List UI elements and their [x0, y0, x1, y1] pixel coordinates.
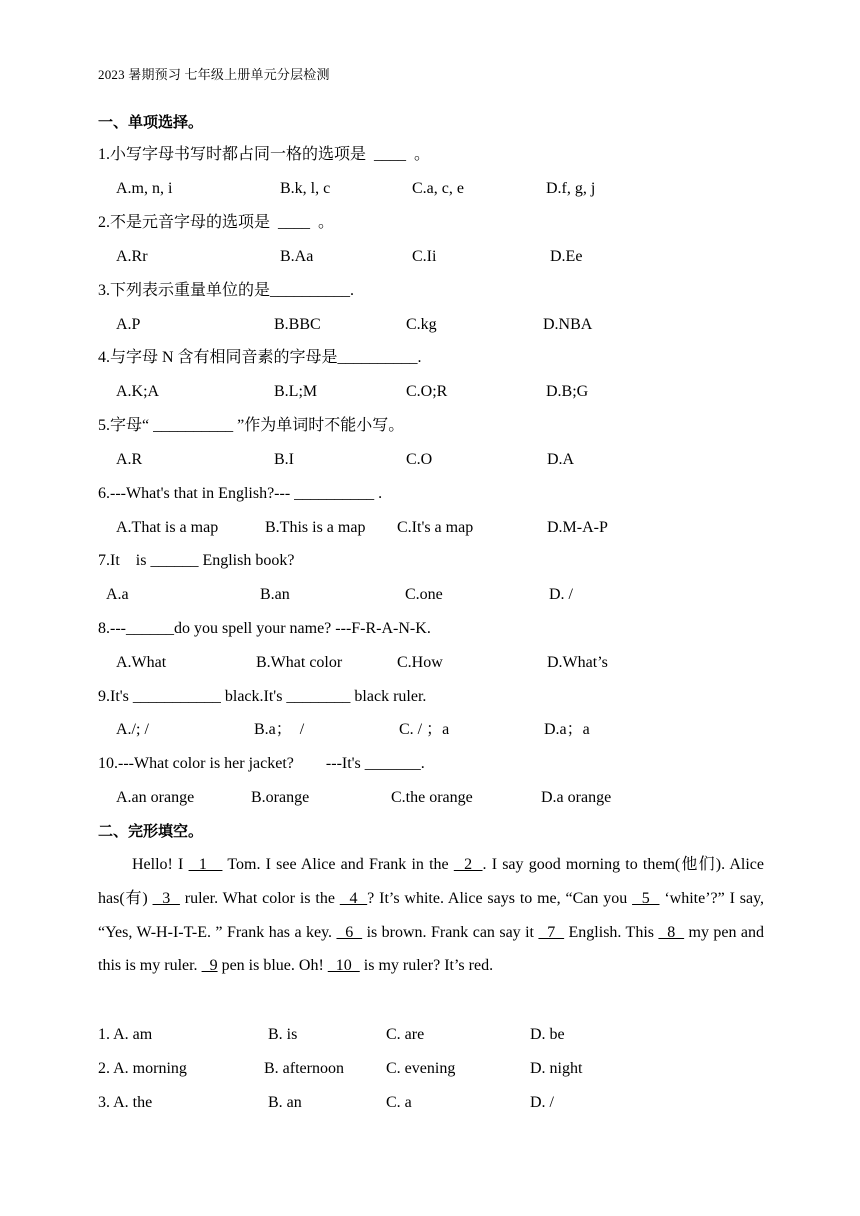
answer-option[interactable]: D.What’s	[547, 654, 608, 671]
answer-option[interactable]: C.How	[397, 654, 443, 671]
answer-option[interactable]: D.f, g, j	[546, 180, 596, 197]
question-stem: 2.不是元音字母的选项是 ____ 。	[98, 214, 335, 231]
answer-option[interactable]: A.P	[116, 316, 141, 333]
question-stem: 3.下列表示重量单位的是__________.	[98, 282, 355, 299]
answer-option[interactable]: B.k, l, c	[280, 180, 331, 197]
cloze-option[interactable]: C. are	[386, 1026, 425, 1043]
answer-option[interactable]: C.It's a map	[397, 519, 474, 536]
answer-option[interactable]: A.What	[116, 654, 167, 671]
cloze-option[interactable]: D. /	[530, 1094, 554, 1111]
cloze-blank[interactable]: 1	[188, 856, 223, 873]
answer-option[interactable]: B.an	[260, 586, 290, 603]
section-title: 二、完形填空。	[98, 822, 204, 840]
answer-option[interactable]: C.O;R	[406, 383, 448, 400]
question-stem: 5.字母“ __________ ”作为单词时不能小写。	[98, 417, 405, 434]
answer-option[interactable]: C.one	[405, 586, 443, 603]
answer-option[interactable]: B.BBC	[274, 316, 321, 333]
answer-option[interactable]: D.B;G	[546, 383, 589, 400]
passage-text: Tom. I see Alice and Frank in the	[222, 856, 454, 873]
answer-option[interactable]: D.a orange	[541, 789, 612, 806]
passage-text: Hello! I	[132, 856, 189, 873]
cloze-blank[interactable]: 6	[336, 923, 363, 941]
passage-text: my pen and this is my ruler.	[98, 923, 765, 975]
answer-option[interactable]: D.A	[547, 451, 575, 468]
answer-option[interactable]: D.a；a	[544, 721, 590, 738]
answer-option[interactable]: C.Ii	[412, 248, 437, 265]
cloze-blank[interactable]: 2	[453, 856, 483, 873]
cloze-option[interactable]: D. night	[530, 1060, 583, 1077]
answer-option[interactable]: A./; /	[116, 721, 149, 738]
question-stem: 4.与字母 N 含有相同音素的字母是__________.	[98, 349, 422, 366]
question-stem: 8.---______do you spell your name? ---F-R-A-N-K.	[98, 620, 431, 637]
question-stem: 1.小写字母书写时都占同一格的选项是 ____ 。	[98, 146, 431, 163]
answer-option[interactable]: D.M-A-P	[547, 519, 608, 536]
answer-option[interactable]: B.I	[274, 451, 294, 468]
cloze-blank[interactable]: 5	[632, 889, 660, 907]
answer-option[interactable]: C.O	[406, 451, 433, 468]
cloze-blank[interactable]: 4	[339, 889, 368, 907]
answer-option[interactable]: A.R	[116, 451, 143, 468]
answer-option[interactable]: A.K;A	[116, 383, 160, 400]
answer-option[interactable]: A.an orange	[116, 789, 195, 806]
cloze-blank[interactable]: 7	[538, 923, 565, 941]
passage-text: ruler. What color is the	[179, 889, 340, 907]
answer-option[interactable]: B.L;M	[274, 383, 318, 400]
cloze-option[interactable]: C. evening	[386, 1060, 456, 1077]
cloze-option[interactable]: C. a	[386, 1094, 412, 1111]
answer-option[interactable]: A.Rr	[116, 248, 148, 265]
passage-text: is brown. Frank can say it	[362, 923, 539, 941]
section-title: 一、单项选择。	[98, 113, 204, 131]
answer-option[interactable]: C. / ；a	[399, 721, 450, 738]
answer-option[interactable]: C.kg	[406, 316, 437, 333]
answer-option[interactable]: A.That is a map	[116, 519, 219, 536]
cloze-option[interactable]: 1. A. am	[98, 1026, 153, 1043]
answer-option[interactable]: C.a, c, e	[412, 180, 464, 197]
cloze-option[interactable]: 2. A. morning	[98, 1060, 187, 1077]
answer-option[interactable]: B.orange	[251, 789, 310, 806]
question-stem: 6.---What's that in English?--- __________ .	[98, 485, 383, 502]
answer-option[interactable]: B.Aa	[280, 248, 314, 265]
answer-option[interactable]: C.the orange	[391, 789, 473, 806]
cloze-option[interactable]: D. be	[530, 1026, 565, 1043]
cloze-blank[interactable]: 10	[327, 957, 360, 975]
answer-option[interactable]: B.a； /	[254, 721, 305, 738]
page-header: 2023 暑期预习 七年级上册单元分层检测	[98, 67, 330, 82]
answer-option[interactable]: B.This is a map	[265, 519, 366, 536]
question-stem: 7.It is ______ English book?	[98, 552, 295, 569]
answer-option[interactable]: D. /	[549, 586, 573, 603]
passage-text: ? It’s white. Alice says to me, “Can you	[367, 889, 633, 907]
answer-option[interactable]: D.NBA	[543, 316, 593, 333]
passage-text: English. This	[564, 923, 659, 941]
answer-option[interactable]: B.What color	[256, 654, 343, 671]
answer-option[interactable]: A.m, n, i	[116, 180, 173, 197]
passage-text: ‘white’?” I say, “Yes, W-H-I-T-E. ” Frank has a key.	[98, 889, 765, 941]
question-stem: 10.---What color is her jacket? ---It's _______.	[98, 755, 425, 772]
passage-text: . I say good morning to them(他们). Alice has(有)	[98, 856, 765, 907]
cloze-passage	[98, 848, 764, 983]
passage-text: is my ruler? It’s red.	[359, 957, 494, 975]
question-stem: 9.It's ___________ black.It's ________ black ruler.	[98, 688, 427, 705]
passage-text: pen is blue. Oh!	[217, 957, 328, 975]
cloze-option[interactable]: 3. A. the	[98, 1094, 153, 1111]
answer-option[interactable]: D.Ee	[550, 248, 583, 265]
cloze-option[interactable]: B. is	[268, 1026, 298, 1043]
cloze-option[interactable]: B. afternoon	[264, 1060, 344, 1077]
answer-option[interactable]: A.a	[106, 586, 129, 603]
cloze-option[interactable]: B. an	[268, 1094, 302, 1111]
cloze-blank[interactable]: 9	[201, 957, 218, 975]
cloze-blank[interactable]: 8	[658, 923, 685, 941]
cloze-blank[interactable]: 3	[152, 889, 180, 907]
